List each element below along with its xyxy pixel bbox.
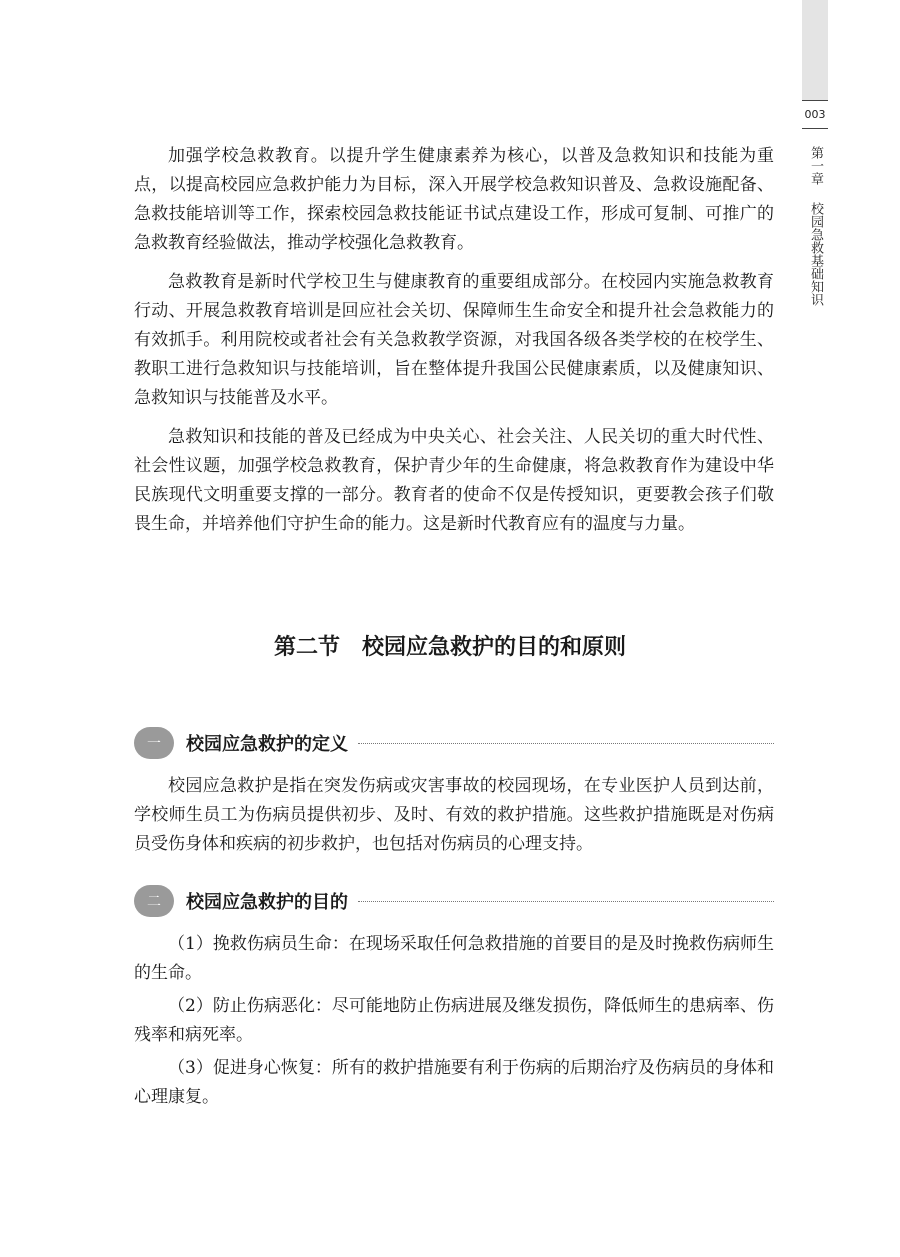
body-paragraph: 急救教育是新时代学校卫生与健康教育的重要组成部分。在校园内实施急救教育行动、开展急救教育培训是回应社会关切、保障师生生命安全和提升社会急救能力的有效抓手。利用院校或者社会有关急救教学资源，对我国各级各类学校的在校学生、教职工进行急救知识与技能培训，旨在整体提升我国公民健康素质，以及健康知识、急救知识与技能普及水平。 (134, 272, 774, 408)
section-title: 第二节 校园应急救护的目的和原则 (273, 635, 626, 660)
number-badge: 一 (134, 727, 174, 759)
list-item: （1）挽救伤病员生命：在现场采取任何急救措施的首要目的是及时挽救伤病师生的生命。 (134, 934, 774, 983)
body-paragraph: 校园应急救护是指在突发伤病或灾害事故的校园现场，在专业医护人员到达前，学校师生员工为伤病员提供初步、及时、有效的救护措施。这些救护措施既是对伤病员受伤身体和疾病的初步救护，也包括对伤病员的心理支持。 (134, 776, 774, 854)
subsection-title: 校园应急救护的目的 (186, 892, 348, 913)
subsection-title: 校园应急救护的定义 (186, 734, 348, 755)
subsection-heading (134, 881, 774, 921)
chapter-tab-marker (802, 0, 828, 100)
dotted-leader (358, 901, 774, 902)
chapter-name: 校园急救基础知识 (808, 202, 823, 306)
body-paragraph: 加强学校急救教育。以提升学生健康素养为核心，以普及急救知识和技能为重点，以提高校园应急救护能力为目标，深入开展学校急救知识普及、急救设施配备、急救技能培训等工作，探索校园急救技能证书试点建设工作，形成可复制、可推广的急救教育经验做法，推动学校强化急救教育。 (134, 146, 774, 253)
number-badge: 二 (134, 885, 174, 917)
chapter-label: 第一章 (808, 146, 823, 185)
body-paragraph: 急救知识和技能的普及已经成为中央关心、社会关注、人民关切的重大时代性、社会性议题，加强学校急救教育，保护青少年的生命健康，将急救教育作为建设中华民族现代文明重要支撑的一部分。教育者的使命不仅是传授知识，更要教会孩子们敬畏生命，并培养他们守护生命的能力。这是新时代教育应有的温度与力量。 (134, 427, 774, 534)
page-number: 003 (804, 108, 826, 121)
margin-divider (802, 128, 828, 129)
dotted-leader (358, 743, 774, 744)
list-item: （2）防止伤病恶化：尽可能地防止伤病进展及继发损伤，降低师生的患病率、伤残率和病死率。 (134, 996, 774, 1045)
subsection-heading (134, 723, 774, 763)
list-item: （3）促进身心恢复：所有的救护措施要有利于伤病的后期治疗及伤病员的身体和心理康复。 (134, 1058, 774, 1107)
margin-divider (802, 100, 828, 101)
